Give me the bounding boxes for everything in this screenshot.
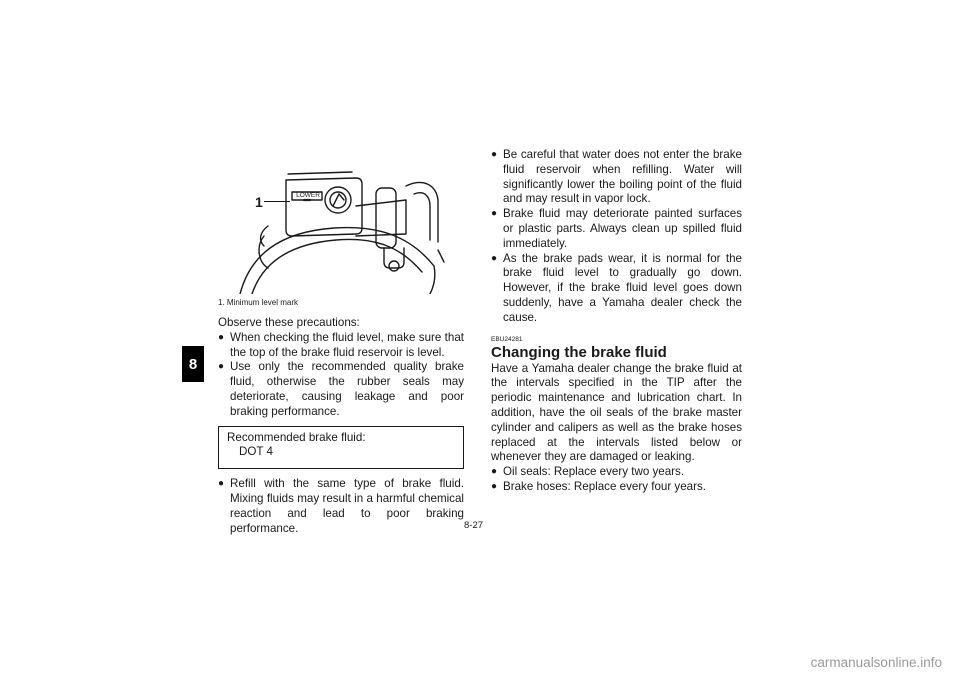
callout-leader-line (264, 201, 290, 202)
precautions-list-continued (218, 477, 464, 536)
figure-caption: 1. Minimum level mark (218, 298, 299, 307)
list-item: ● When checking the fluid level, make sure that the top of the brake fluid reservoir is level. (218, 331, 464, 361)
spec-value: DOT 4 (239, 445, 273, 459)
list-item: ● Use only the recommended quality brake fluid, otherwise the rubber seals may deteriorate, causing leakage and poor braking performance. (218, 360, 464, 419)
replacement-intervals-list (491, 465, 742, 495)
watermark-link[interactable]: carmanualsonline.info (810, 655, 942, 670)
list-item: ● Brake fluid may deteriorate painted surfaces or plastic parts. Always clean up spilled fluid immediately. (491, 207, 742, 251)
list-item: ● Be careful that water does not enter the brake fluid reservoir when refilling. Water will significantly lower the boiling point of the fluid and may result in vapor lock. (491, 148, 742, 207)
brake-reservoir-illustration (238, 166, 448, 294)
right-column (491, 148, 742, 495)
chapter-tab: 8 (182, 346, 204, 382)
section-body: Have a Yamaha dealer change the brake fluid at the intervals specified in the TIP after the periodic maintenance and lubrication chart. In addition, have the oil seals of the brake master cylinder and calipers as well as the brake hoses replaced at the intervals listed below or whenever they are damaged or leaking. (491, 361, 742, 464)
precautions-list-right (491, 148, 742, 326)
precautions-intro: Observe these precautions: (218, 316, 360, 329)
lower-level-label: LOWER (296, 192, 320, 199)
list-item: ● As the brake pads wear, it is normal for the brake fluid level to gradually go down. However, if the brake fluid level goes down suddenly, have a Yamaha dealer check the cause. (491, 252, 742, 326)
section-code: EBU24281 (491, 335, 523, 343)
section-title: Changing the brake fluid (491, 343, 667, 361)
left-column (218, 316, 464, 536)
brake-reservoir-drawing (238, 166, 448, 294)
spec-label: Recommended brake fluid: (227, 430, 366, 444)
figure-callout-number: 1 (255, 194, 263, 210)
list-item: ● Refill with the same type of brake fluid. Mixing fluids may result in a harmful chemical reaction and lead to poor braking performance. (218, 477, 464, 536)
recommended-fluid-box (218, 426, 464, 470)
page-number: 8-27 (464, 520, 484, 531)
precautions-list (218, 331, 464, 420)
list-item: ● Oil seals: Replace every two years. (491, 465, 742, 480)
list-item: ● Brake hoses: Replace every four years. (491, 480, 742, 495)
